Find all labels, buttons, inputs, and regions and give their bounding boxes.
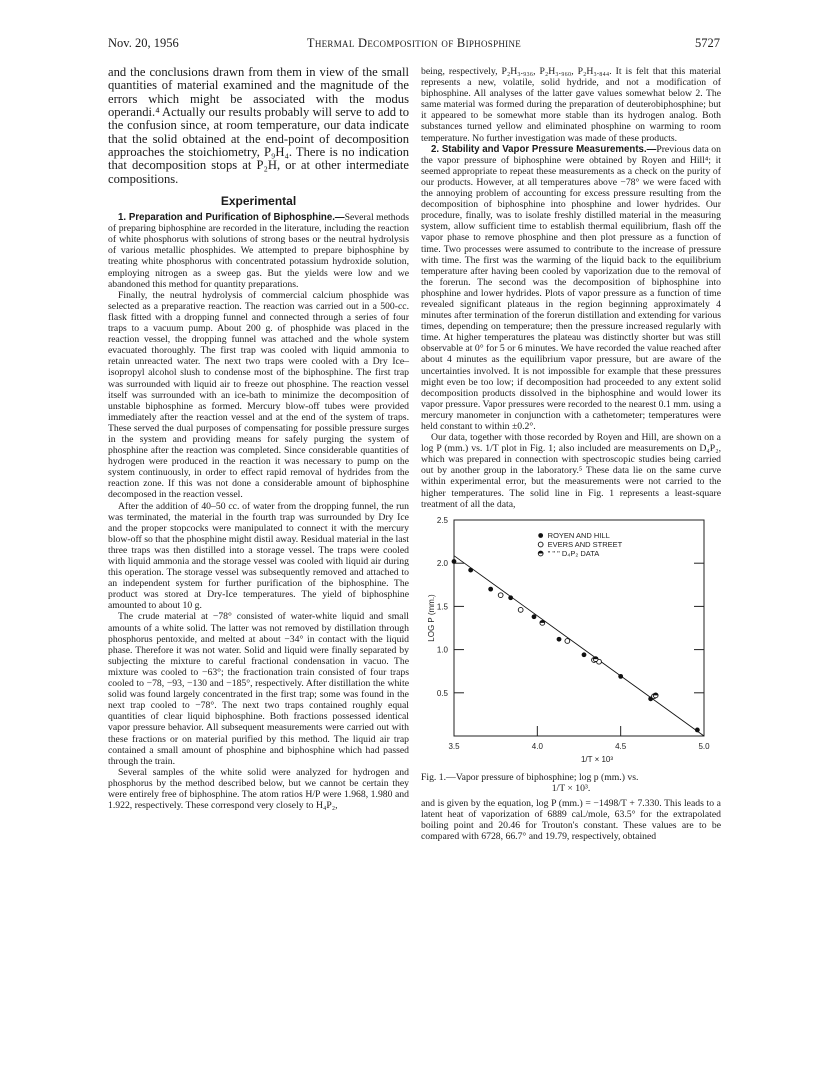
paragraph-equation: and is given by the equation, log P (mm.) = −1498/T + 7.330. This leads to a latent heat of vaporization of 6889 cal./mole, 63.5° for the extrapolated boiling point and 20.46 for Trouton's constant. These values are to be compared with 6728, 66.7° and 19.79, respectively, obtained — [421, 797, 721, 843]
legend-marker-0 — [538, 533, 543, 538]
legend-label-2: " " " D₄P₂ DATA — [547, 548, 600, 558]
data-point-series-2 — [653, 693, 658, 698]
figure-1 — [421, 512, 721, 770]
paragraph-hydrolysis: Finally, the neutral hydrolysis of commercial calcium phosphide was selected as a preparative reaction. The reaction was carried out in a 500-cc. flask fitted with a dropping funnel and connected through a series of four traps to a vacuum pump. About 200 g. of phosphide was placed in the reaction vessel, the dropping funnel was attached and the whole system evacuated thoroughly. The first trap was cooled with liquid ammonia to retain unreacted water. The next two traps were cooled with a Dry Ice–isopropyl alcohol slush to condense most of the biphosphine. The first trap was surrounded with liquid air to freeze out phosphine. The reaction vessel itself was surrounded with an ice-bath to minimize the decomposition of unstable biphosphine as formed. Mercury blow-off tubes were provided immediately after the reaction vessel and at the end of the system of traps. These served the dual purposes of compensating for possible pressure surges in the system and providing means for safely purging the system of phosphine after the reaction was completed. Since considerable quantities of hydrogen were produced in the reaction it was necessary to pump on the system continuously, in order to effect rapid removal of hydrides from the reaction zone. If this was not done a considerable amount of biphosphine decomposed in the reaction vessel. — [108, 289, 409, 501]
data-point-series-2 — [593, 656, 598, 661]
data-point-series-2 — [540, 620, 545, 625]
paragraph-crude-material: The crude material at −78° consisted of water-white liquid and small amounts of a white solid. The latter was not removed by distillation through phosphorus pentoxide, and melted at about −34° in contact with the liquid phase. Therefore it was not water. Solid and liquid were finally separated by subjecting the mixture to careful fractional condensation in vacuo. The mixture was cooled to −63°; the fractionation train consisted of four traps cooled to −78, −93, −130 and −185°, respectively. After distillation the white solid was found largely concentrated in the first trap; some was found in the next trap cooled to −78°. The next two traps contained roughly equal quantities of clear liquid biphosphine. Both fractions possessed identical vapor pressure behavior. All subsequent measurements were carried out with these fractions or on material purified by this method. The liquid air trap contained a small amount of phosphine and biphosphine which had passed through the train. — [108, 611, 409, 767]
x-tick-label: 5.0 — [698, 741, 710, 751]
x-axis-label: 1/T × 10³ — [580, 754, 614, 764]
runin-heading-stability: 2. Stability and Vapor Pressure Measurements.— — [431, 143, 657, 155]
paragraph-stability-text: Previous data on the vapor pressure of biphosphine were obtained by Royen and Hill⁴; it seemed appropriate to repeat these measurements as a check on the purity of our products. However, at all temperatures above −78° we were faced with the annoying problem of accounting for excess pressure resulting from the decomposition of biphosphine into phosphine and lower hydrides. Our procedure, finally, was to isolate freshly distilled material in the measuring system, allow sufficient time to establish thermal equilibrium, flash off the vapor phase to remove phosphine and then plot pressure as a function of time. Two processes were assumed to contribute to the increase of pressure with time. The first was the warming of the liquid back to the equilibrium temperature after having been cooled by vaporization due to the removal of the forerun. The second was the decomposition of biphosphine into phosphine and lower hydrides. Plots of vapor pressure as a function of time revealed significant plateaus in the region beginning approximately 4 minutes after termination of the forerun distillation and extending for various times, depending on temperature; then the pressure increased regularly with time. At higher temperatures the plateau was distinctly shorter but was still observable at 0° for 5 or 6 minutes. We have recorded the value reached after about 4 minutes as the equilibrium vapor pressure, but are aware of the uncertainties involved. It is not impossible for example that these pressures might even be too low; if decomposition had proceeded to any extent solid decomposition products dissolved in the biphosphine and would lower its vapor pressure. Vapor pressures were recorded to the nearest 0.1 mm. using a mercury manometer in conjunction with a cathetometer; temperatures were held constant to within ±0.2°. — [421, 143, 721, 432]
data-point-series-1 — [565, 638, 570, 643]
runin-heading-preparation: 1. Preparation and Purification of Biphosphine.— — [118, 212, 345, 224]
data-point-series-1 — [518, 607, 523, 612]
data-point-series-0 — [582, 652, 587, 657]
figure-caption — [421, 772, 721, 794]
x-tick-label: 4.0 — [531, 741, 543, 751]
data-point-series-0 — [532, 614, 537, 619]
legend-label-1: EVERS AND STREET — [547, 539, 623, 549]
y-tick-label: 2.5 — [436, 515, 448, 525]
paragraph-intro-continued: and the conclusions drawn from them in view of the small quantities of material examined and the magnitude of the errors which might be associated with the modus operandi.⁴ Actually our results probably will serve to add to the confusion since, at room temperature, our data indicate that the solid obtained at the end-point of decomposition approaches the stoichiometry, P₉H₄. There is no indication that decomposition stops at P₂H, or at other intermediate compositions. — [108, 65, 409, 186]
x-tick-label: 3.5 — [448, 741, 460, 751]
paragraph-new-hydride: being, respectively, P₂H₃.₉₃₆, P₂H₃.₉₆₀, P₂H₃.₈₄₄. It is felt that this material represents a new, volatile, solid hydride, and not a modification of biphosphine. All analyses of the latter gave values somewhat below 2. The same material was formed during the preparation of deuterobiphosphine; but it appeared to be somewhat more stable than its hydrogen analog. Both substances turned yellow and eliminated phosphine on warming to room temperature. No further investigation was made of these products. — [421, 66, 721, 144]
fit-line — [454, 555, 704, 735]
legend-marker-1 — [538, 542, 543, 547]
paragraph-stability — [421, 144, 721, 432]
data-point-series-0 — [695, 727, 700, 732]
data-point-series-0 — [468, 567, 473, 572]
caption-line-1: Fig. 1.—Vapor pressure of biphosphine; log p (mm.) vs. — [421, 771, 639, 783]
paragraph-preparation — [108, 212, 409, 290]
x-tick-label: 4.5 — [615, 741, 627, 751]
right-column — [421, 66, 721, 842]
paragraph-white-solid: Several samples of the white solid were analyzed for hydrogen and phosphorus by the method described below, but we cannot be certain they were entirely free of biphosphine. The atom ratios H/P were 1.968, 1.980 and 1.922, respectively. These correspond very closely to H₄P₂, — [108, 766, 409, 812]
data-point-series-0 — [488, 586, 493, 591]
page-number: 5727 — [695, 36, 720, 50]
paragraph-our-data: Our data, together with those recorded by Royen and Hill, are shown on a log P (mm.) vs. 1/T plot in Fig. 1; also included are measurements on D₄P₂, which was prepared in connection with spectroscopic studies being carried out by another group in the laboratory.⁵ These data lie on the same curve within experimental error, but the measurements were not carried to the higher temperatures. The solid line in Fig. 1 represents a least-square treatment of all the data, — [421, 432, 721, 510]
legend-marker-2 — [538, 551, 543, 556]
data-point-series-1 — [498, 593, 503, 598]
issue-date: Nov. 20, 1956 — [108, 36, 179, 50]
paragraph-preparation-text: Several methods of preparing biphosphine are recorded in the literature, including the reaction of white phosphorus with solutions of strong bases or the neutral hydrolysis of various metallic phosphides. We attempted to prepare biphosphine by treating white phosphorus with concentrated potassium hydroxide solution, employing nitrogen as a sweep gas. But the yields were low and we abandoned this method for quantity preparations. — [108, 212, 409, 290]
y-tick-label: 1.0 — [436, 645, 448, 655]
data-point-series-0 — [618, 674, 623, 679]
y-tick-label: 0.5 — [436, 688, 448, 698]
data-point-series-0 — [452, 559, 457, 564]
paragraph-distillation: After the addition of 40–50 cc. of water from the dropping funnel, the run was terminated, the material in the fourth trap was surrounded by Dry Ice and the proper stopcocks were manipulated to connect it with the mercury blow-off so that the phosphine might distil away. Residual material in the last three traps was then distilled into a storage vessel. The traps were cooled with liquid ammonia and the storage vessel was cooled with liquid air during this operation. The storage vessel was subsequently removed and attached to an independent system for further purification of the biphosphine. The product was stored at Dry-Ice temperatures. The yield of biphosphine amounted to about 10 g. — [108, 500, 409, 612]
y-tick-label: 1.5 — [436, 602, 448, 612]
legend-label-0: ROYEN AND HILL — [547, 530, 610, 540]
data-point-series-0 — [508, 595, 513, 600]
y-axis-label: LOG P (mm.) — [427, 594, 436, 642]
data-point-series-0 — [557, 637, 562, 642]
running-title: Thermal Decomposition of Biphosphine — [306, 36, 522, 50]
y-tick-label: 2.0 — [436, 558, 448, 568]
left-column — [108, 66, 409, 811]
section-heading-experimental: Experimental — [220, 194, 297, 209]
caption-line-2: 1/T × 10³. — [551, 782, 591, 794]
page-header — [108, 36, 720, 52]
vapor-pressure-chart — [421, 512, 721, 770]
